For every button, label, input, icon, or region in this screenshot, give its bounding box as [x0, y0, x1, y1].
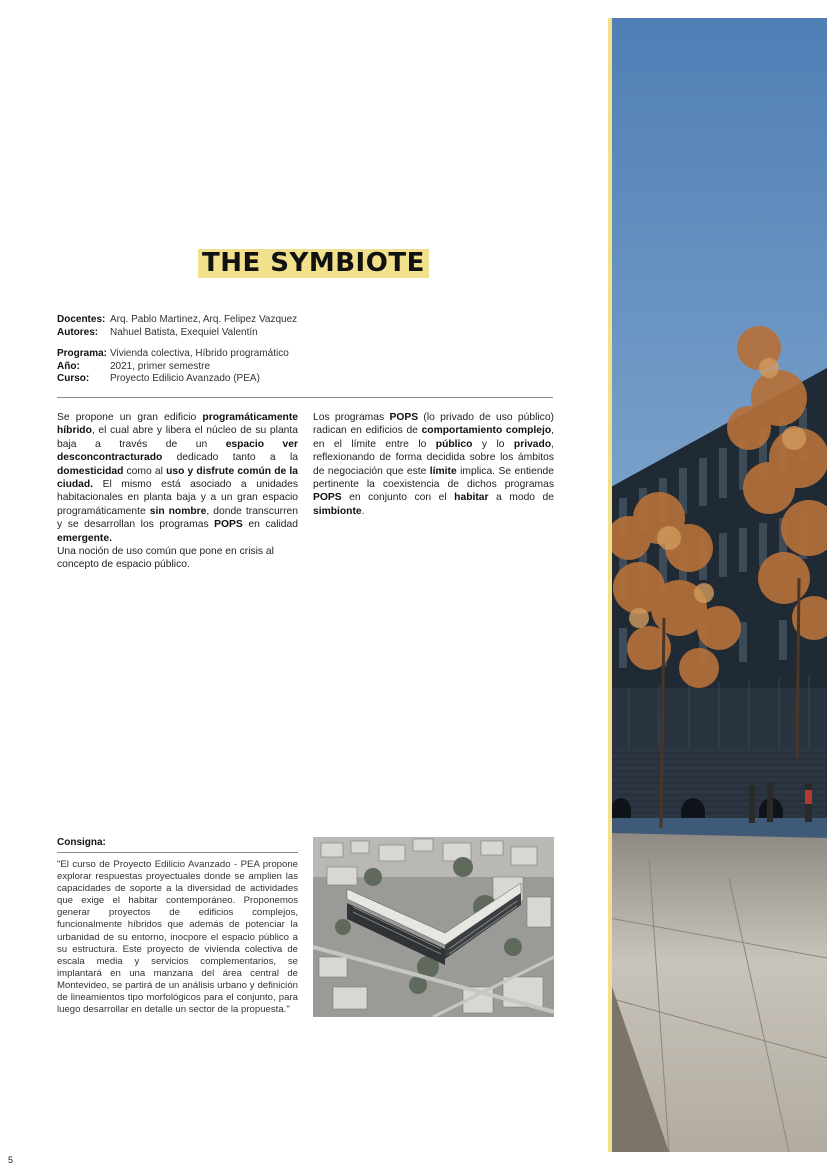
anio-label: Año: — [57, 360, 80, 372]
curso-row — [57, 373, 289, 386]
autores-row — [57, 327, 297, 340]
aerial-photo-graphic — [313, 837, 554, 1017]
consigna-label: Consigna: — [57, 837, 106, 848]
program-block — [57, 348, 289, 386]
right-paragraph: Los programas POPS (lo privado de uso público) radican en edificios de comportamiento complejo, en el límite entre lo público y lo privado, reflexionando de forma decidida sobre los ámbitos de negociación que este límite implica. Se entiende pertinente la coexistencia de dichos programas POPS en conjunto con el habitar a modo de simbionte. — [313, 412, 555, 517]
anio-row — [57, 361, 289, 374]
aerial-photo — [313, 837, 554, 1017]
docentes-row — [57, 314, 297, 327]
docentes-label: Docentes: — [57, 314, 106, 325]
autores-label: Autores: — [57, 326, 99, 338]
curso-label: Curso: — [57, 373, 90, 384]
anio-value: 2021, primer semestre — [110, 360, 211, 372]
programa-value: Vivienda colectiva, Híbrido programático — [110, 348, 289, 359]
consigna-text: "El curso de Proyecto Edilicio Avanzado - PEA propone explorar respuestas proyectuales donde se amplien las capacidades de soporte a la diversidad de actividades que exige el habitar contemporáneo. Proponemos generar proyectos de edificios complejos, funcionalmente híbridos que además de potenciar la urbanidad de su entorno, inocpore el espacio público a su estructura. Este proyecto de vivienda colectiva de escala media y servicios complementarios, se implantará en una manzana del área central de Montevideo, se partirá de un análisis urbano y definición de lineamientos tipo morfológicos para el conjunto, para luego desarrollar en detalle un sector de la propuesta." — [57, 859, 298, 1016]
divider — [57, 397, 553, 398]
left-paragraph-2: Una noción de uso común que pone en crisis al concepto de espacio público. — [57, 546, 274, 571]
hero-photo-graphic — [609, 18, 827, 1152]
page-number: 5 — [8, 1155, 14, 1165]
autores-value: Nahuel Batista, Exequiel Valentín — [110, 326, 258, 338]
curso-value: Proyecto Edilicio Avanzado (PEA) — [110, 373, 260, 384]
hero-photo — [609, 18, 827, 1152]
right-column-text — [313, 411, 554, 518]
consigna-divider — [57, 852, 298, 853]
programa-row — [57, 348, 289, 361]
left-paragraph-1: Se propone un gran edificio programáticamente híbrido, el cual abre y libera el núcleo de su planta baja a través de un espacio ver desconcontracturado dedicado tanto a la domesticidad como al uso y disfrute común de la ciudad. El mismo está asociado a unidades habitacionales en planta baja y a un gran espacio programáticamente sin nombre, donde transcurren y se desarrollan los programas POPS en calidad emergente. — [57, 412, 299, 544]
programa-label: Programa: — [57, 348, 108, 359]
docentes-value: Arq. Pablo Martinez, Arq. Felipez Vazquez — [110, 314, 298, 325]
hero-accent-edge — [608, 18, 612, 1152]
credits-block — [57, 314, 297, 339]
title-block — [198, 249, 429, 278]
page-title: THE SYMBIOTE — [198, 249, 429, 278]
left-column-text — [57, 411, 298, 572]
